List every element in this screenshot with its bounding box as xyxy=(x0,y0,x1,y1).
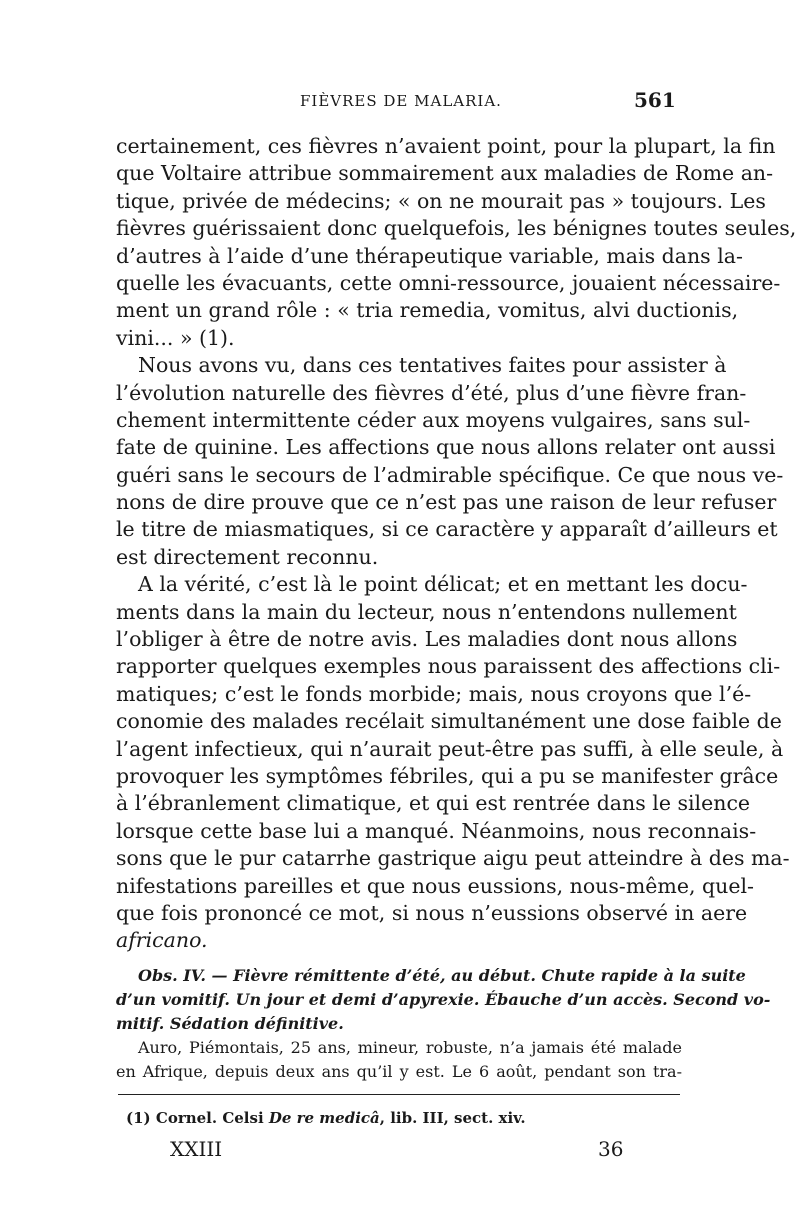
main-text xyxy=(116,133,797,955)
footnote-divider xyxy=(118,1094,680,1095)
observation-text-line: en Afrique, depuis deux ans qu’il y est. Le 6 août, pendant son tra- xyxy=(116,1062,682,1081)
text-line: nifestations pareilles et que nous eussions, nous-même, quel- xyxy=(116,873,754,898)
text-line: lorsque cette base lui a manqué. Néanmoins, nous reconnais- xyxy=(116,818,757,843)
text-line: provoquer les symptômes fébriles, qui a pu se manifester grâce xyxy=(116,763,779,788)
text-line: quelle les évacuants, cette omni-ressource, jouaient nécessaire- xyxy=(116,270,781,295)
footnote-marker: (1) xyxy=(126,1109,151,1127)
footnote-title: De re medicâ xyxy=(268,1109,380,1127)
text-line: certainement, ces fièvres n’avaient point, pour la plupart, la fin xyxy=(116,134,776,158)
text-line: africano. xyxy=(116,928,208,953)
text-line: ment un grand rôle : « tria remedia, vomitus, alvi ductionis, xyxy=(116,298,739,323)
sheet-number: 36 xyxy=(598,1137,624,1161)
signature-mark: XXIII xyxy=(170,1137,223,1161)
page-number: 561 xyxy=(634,88,676,112)
text-line: ments dans la main du lecteur, nous n’entendons nullement xyxy=(116,599,737,624)
observation-heading-line: mitif. Sédation définitive. xyxy=(116,1014,344,1033)
text-line: conomie des malades recélait simultanément une dose faible de xyxy=(116,709,782,734)
text-line: matiques; c’est le fonds morbide; mais, nous croyons que l’é- xyxy=(116,681,752,706)
observation-block xyxy=(116,964,771,1084)
text-line: l’agent infectieux, qui n’aurait peut-être pas suffi, à elle seule, à xyxy=(116,736,784,761)
text-line: que fois prononcé ce mot, si nous n’eussions observé in aere xyxy=(116,900,748,925)
running-title: FIÈVRES DE MALARIA. xyxy=(300,92,502,110)
text-line: le titre de miasmatiques, si ce caractère y apparaît d’ailleurs et xyxy=(116,517,778,542)
text-line: à l’ébranlement climatique, et qui est rentrée dans le silence xyxy=(116,791,751,816)
text-line: vini... » (1). xyxy=(116,325,235,350)
text-line: que Voltaire attribue sommairement aux maladies de Rome an- xyxy=(116,161,774,186)
footnote-text-after: , lib. III, sect. xiv. xyxy=(379,1109,526,1127)
text-line: chement intermittente céder aux moyens vulgaires, sans sul- xyxy=(116,407,751,432)
observation-heading-line: Obs. IV. — Fièvre rémittente d’été, au début. Chute rapide à la suite xyxy=(138,966,746,985)
text-line: fièvres guérissaient donc quelquefois, les bénignes toutes seules, xyxy=(116,216,797,241)
text-line: d’autres à l’aide d’une thérapeutique variable, mais dans la- xyxy=(116,243,743,268)
text-line: rapporter quelques exemples nous paraissent des affections cli- xyxy=(116,654,781,679)
observation-text-line: Auro, Piémontais, 25 ans, mineur, robuste, n’a jamais été malade xyxy=(138,1038,682,1057)
text-line: Nous avons vu, dans ces tentatives faites pour assister à xyxy=(138,353,727,378)
text-line: nons de dire prouve que ce n’est pas une raison de leur refuser xyxy=(116,490,777,515)
text-line: l’évolution naturelle des fièvres d’été, plus d’une fièvre fran- xyxy=(116,380,747,405)
text-line: A la vérité, c’est là le point délicat; et en mettant les docu- xyxy=(138,572,748,597)
text-line: guéri sans le secours de l’admirable spécifique. Ce que nous ve- xyxy=(116,462,784,487)
text-line: fate de quinine. Les affections que nous allons relater ont aussi xyxy=(116,435,776,460)
observation-heading-line: d’un vomitif. Un jour et demi d’apyrexie. Ébauche d’un accès. Second vo- xyxy=(116,990,771,1009)
text-line: l’obliger à être de notre avis. Les maladies dont nous allons xyxy=(116,627,738,652)
footnote xyxy=(126,1109,526,1127)
footnote-text-before: Cornel. Celsi xyxy=(155,1109,269,1127)
text-line: sons que le pur catarrhe gastrique aigu peut atteindre à des ma- xyxy=(116,846,790,871)
text-line: est directement reconnu. xyxy=(116,544,379,569)
text-line: tique, privée de médecins; « on ne mourait pas » toujours. Les xyxy=(116,188,766,213)
